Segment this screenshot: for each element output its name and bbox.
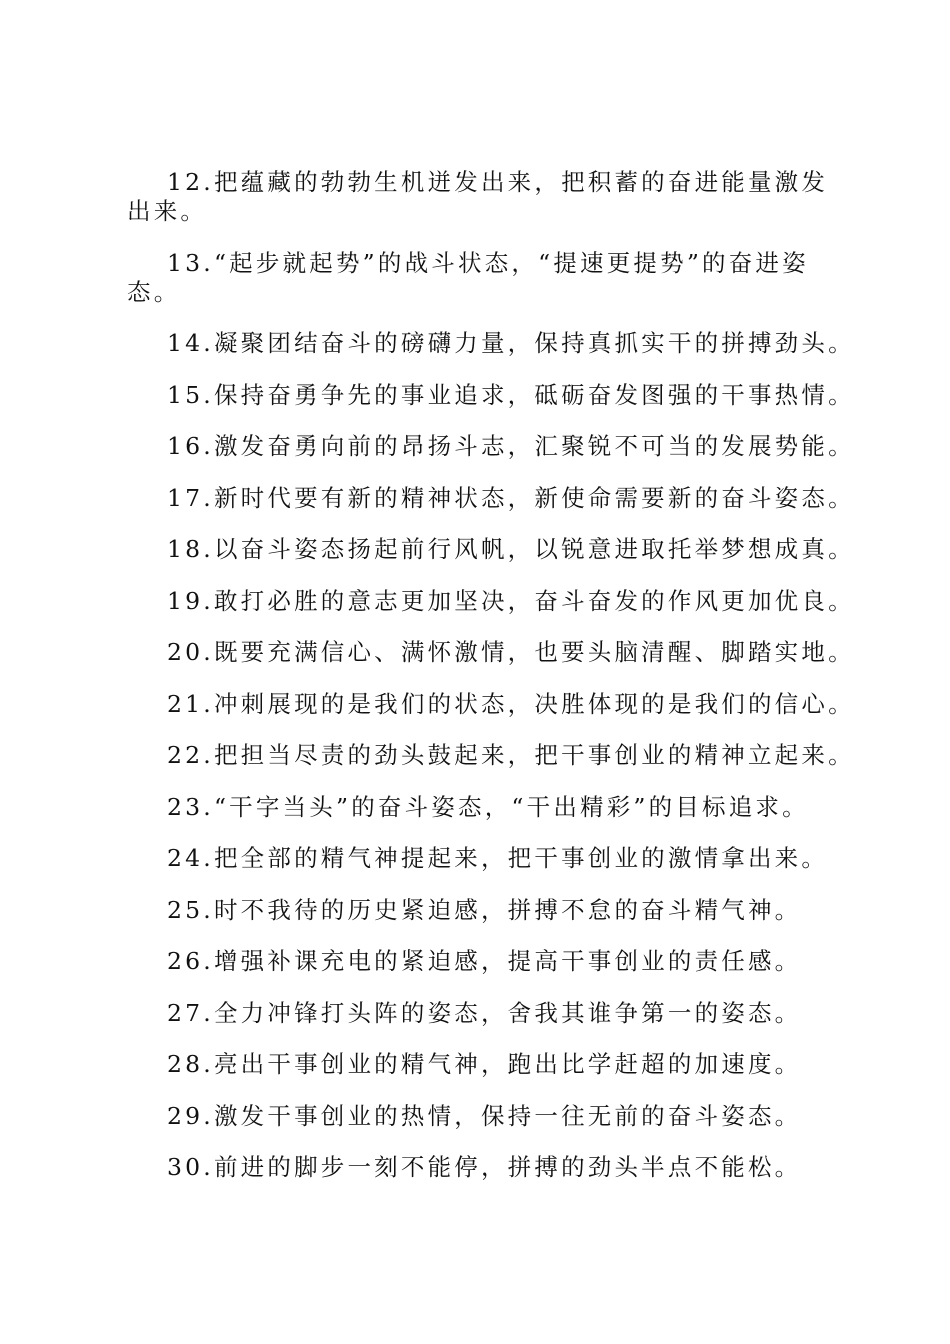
list-item: 13.“起步就起势”的战斗状态，“提速更提势”的奋进姿态。 — [127, 248, 809, 306]
list-item: 24.把全部的精气神提起来，把干事创业的激情拿出来。 — [167, 844, 829, 872]
list-item: 12.把蕴藏的勃勃生机迸发出来，把积蓄的奋进能量激发出来。 — [127, 168, 829, 225]
list-item: 20.既要充满信心、满怀激情，也要头脑清醒、脚踏实地。 — [167, 638, 855, 666]
list-item: 15.保持奋勇争先的事业追求，砥砺奋发图强的干事热情。 — [167, 380, 855, 409]
list-item: 30.前进的脚步一刻不能停，拼搏的劲头半点不能松。 — [167, 1153, 802, 1181]
list-item: 27.全力冲锋打头阵的姿态，舍我其谁争第一的姿态。 — [167, 998, 802, 1027]
list-item: 23.“干字当头”的奋斗姿态，“干出精彩”的目标追求。 — [167, 792, 809, 821]
list-item: 14.凝聚团结奋斗的磅礴力量，保持真抓实干的拼搏劲头。 — [167, 329, 855, 357]
document-body — [127, 168, 855, 1205]
list-item: 19.敢打必胜的意志更加坚决，奋斗奋发的作风更加优良。 — [167, 586, 855, 615]
list-item: 21.冲刺展现的是我们的状态，决胜体现的是我们的信心。 — [167, 689, 855, 718]
list-item: 18.以奋斗姿态扬起前行风帆，以锐意进取托举梦想成真。 — [167, 535, 855, 563]
list-item: 29.激发干事创业的热情，保持一往无前的奋斗姿态。 — [167, 1101, 802, 1130]
list-item: 26.增强补课充电的紧迫感，提高干事创业的责任感。 — [167, 947, 802, 975]
list-item: 17.新时代要有新的精神状态，新使命需要新的奋斗姿态。 — [167, 483, 855, 512]
list-item: 16.激发奋勇向前的昂扬斗志，汇聚锐不可当的发展势能。 — [167, 432, 855, 460]
list-item: 25.时不我待的历史紧迫感，拼搏不怠的奋斗精气神。 — [167, 895, 802, 924]
list-item: 22.把担当尽责的劲头鼓起来，把干事创业的精神立起来。 — [167, 741, 855, 769]
list-item: 28.亮出干事创业的精气神，跑出比学赶超的加速度。 — [167, 1050, 802, 1078]
